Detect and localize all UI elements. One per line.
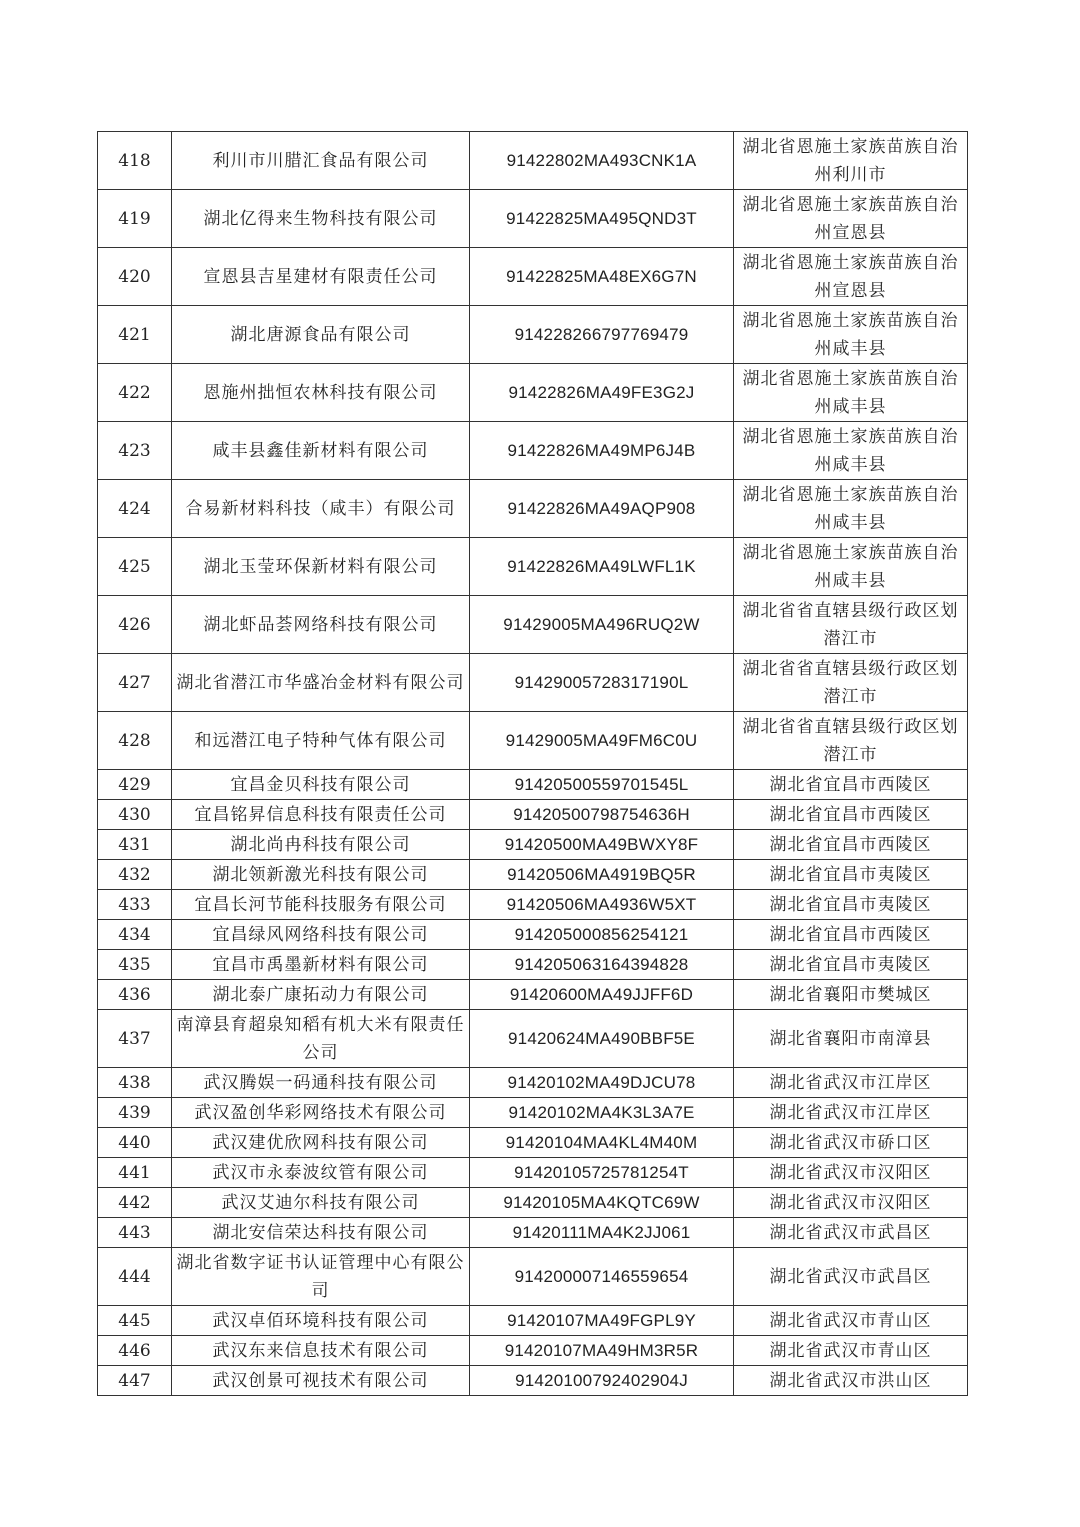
company-name: 南漳县育超泉知稻有机大米有限责任公司 [172,1010,470,1068]
region: 湖北省省直辖县级行政区划潜江市 [734,712,968,770]
region: 湖北省恩施土家族苗族自治州咸丰县 [734,364,968,422]
credit-code: 91422826MA49MP6J4B [470,422,734,480]
credit-code: 91420500559701545L [470,770,734,800]
table-row [98,1158,968,1188]
company-name: 湖北尚冉科技有限公司 [172,830,470,860]
region: 湖北省省直辖县级行政区划潜江市 [734,654,968,712]
table-row [98,538,968,596]
table-row [98,1010,968,1068]
row-number: 434 [98,920,172,950]
row-number: 427 [98,654,172,712]
credit-code: 91420506MA4919BQ5R [470,860,734,890]
company-name: 合易新材料科技（咸丰）有限公司 [172,480,470,538]
table-row [98,306,968,364]
company-name: 宣恩县吉星建材有限责任公司 [172,248,470,306]
region: 湖北省恩施土家族苗族自治州利川市 [734,132,968,190]
company-list-table [97,131,968,1396]
table-row [98,860,968,890]
credit-code: 914205000856254121 [470,920,734,950]
region: 湖北省襄阳市樊城区 [734,980,968,1010]
row-number: 443 [98,1218,172,1248]
table-row [98,1248,968,1306]
company-name: 宜昌市禹墨新材料有限公司 [172,950,470,980]
region: 湖北省武汉市江岸区 [734,1098,968,1128]
table-body [98,132,968,1396]
region: 湖北省恩施土家族苗族自治州咸丰县 [734,306,968,364]
company-name: 宜昌绿风网络科技有限公司 [172,920,470,950]
row-number: 428 [98,712,172,770]
region: 湖北省襄阳市南漳县 [734,1010,968,1068]
row-number: 430 [98,800,172,830]
region: 湖北省武汉市硚口区 [734,1128,968,1158]
company-name: 武汉东来信息技术有限公司 [172,1336,470,1366]
row-number: 445 [98,1306,172,1336]
table-row [98,654,968,712]
row-number: 441 [98,1158,172,1188]
credit-code: 91420111MA4K2JJ061 [470,1218,734,1248]
credit-code: 91422825MA48EX6G7N [470,248,734,306]
table-row [98,1336,968,1366]
credit-code: 91420500798754636H [470,800,734,830]
credit-code: 91422826MA49AQP908 [470,480,734,538]
region: 湖北省武汉市武昌区 [734,1218,968,1248]
region: 湖北省武汉市青山区 [734,1336,968,1366]
row-number: 421 [98,306,172,364]
row-number: 432 [98,860,172,890]
company-name: 利川市川腊汇食品有限公司 [172,132,470,190]
table-row [98,1128,968,1158]
row-number: 440 [98,1128,172,1158]
credit-code: 91429005728317190L [470,654,734,712]
row-number: 447 [98,1366,172,1396]
credit-code: 91420107MA49FGPL9Y [470,1306,734,1336]
region: 湖北省宜昌市夷陵区 [734,890,968,920]
company-name: 武汉腾娱一码通科技有限公司 [172,1068,470,1098]
table-row [98,480,968,538]
row-number: 429 [98,770,172,800]
table-row [98,770,968,800]
company-name: 武汉建优欣网科技有限公司 [172,1128,470,1158]
region: 湖北省武汉市汉阳区 [734,1158,968,1188]
region: 湖北省恩施土家族苗族自治州咸丰县 [734,480,968,538]
company-name: 宜昌金贝科技有限公司 [172,770,470,800]
company-name: 湖北泰广康拓动力有限公司 [172,980,470,1010]
row-number: 424 [98,480,172,538]
table-row [98,248,968,306]
company-name: 湖北玉莹环保新材料有限公司 [172,538,470,596]
region: 湖北省宜昌市西陵区 [734,800,968,830]
row-number: 435 [98,950,172,980]
credit-code: 91420600MA49JJFF6D [470,980,734,1010]
row-number: 446 [98,1336,172,1366]
credit-code: 91420102MA4K3L3A7E [470,1098,734,1128]
company-name: 湖北省潜江市华盛冶金材料有限公司 [172,654,470,712]
credit-code: 91420107MA49HM3R5R [470,1336,734,1366]
table-row [98,980,968,1010]
company-name: 湖北唐源食品有限公司 [172,306,470,364]
company-name: 湖北虾品荟网络科技有限公司 [172,596,470,654]
region: 湖北省省直辖县级行政区划潜江市 [734,596,968,654]
table-row [98,422,968,480]
credit-code: 91422826MA49LWFL1K [470,538,734,596]
table-row [98,830,968,860]
region: 湖北省武汉市江岸区 [734,1068,968,1098]
table-row [98,596,968,654]
table-row [98,800,968,830]
company-name: 武汉市永泰波纹管有限公司 [172,1158,470,1188]
table-row [98,364,968,422]
credit-code: 914200007146559654 [470,1248,734,1306]
company-name: 武汉创景可视技术有限公司 [172,1366,470,1396]
region: 湖北省武汉市青山区 [734,1306,968,1336]
table-row [98,1366,968,1396]
table-row [98,1188,968,1218]
region: 湖北省武汉市武昌区 [734,1248,968,1306]
table-row [98,190,968,248]
region: 湖北省恩施土家族苗族自治州宣恩县 [734,190,968,248]
row-number: 437 [98,1010,172,1068]
region: 湖北省宜昌市夷陵区 [734,860,968,890]
row-number: 418 [98,132,172,190]
table-row [98,132,968,190]
credit-code: 91420104MA4KL4M40M [470,1128,734,1158]
region: 湖北省恩施土家族苗族自治州咸丰县 [734,422,968,480]
credit-code: 91420100792402904J [470,1366,734,1396]
table-row [98,950,968,980]
table-row [98,890,968,920]
credit-code: 91420105725781254T [470,1158,734,1188]
region: 湖北省恩施土家族苗族自治州咸丰县 [734,538,968,596]
region: 湖北省宜昌市西陵区 [734,830,968,860]
company-name: 湖北省数字证书认证管理中心有限公司 [172,1248,470,1306]
row-number: 433 [98,890,172,920]
credit-code: 91420506MA4936W5XT [470,890,734,920]
row-number: 431 [98,830,172,860]
row-number: 442 [98,1188,172,1218]
company-name: 宜昌长河节能科技服务有限公司 [172,890,470,920]
row-number: 419 [98,190,172,248]
table-row [98,1098,968,1128]
company-name: 宜昌铭昇信息科技有限责任公司 [172,800,470,830]
company-name: 武汉卓佰环境科技有限公司 [172,1306,470,1336]
table-row [98,1306,968,1336]
company-name: 湖北领新激光科技有限公司 [172,860,470,890]
credit-code: 91420500MA49BWXY8F [470,830,734,860]
region: 湖北省恩施土家族苗族自治州宣恩县 [734,248,968,306]
region: 湖北省宜昌市西陵区 [734,770,968,800]
row-number: 436 [98,980,172,1010]
credit-code: 91420102MA49DJCU78 [470,1068,734,1098]
credit-code: 914205063164394828 [470,950,734,980]
credit-code: 914228266797769479 [470,306,734,364]
company-name: 恩施州拙恒农林科技有限公司 [172,364,470,422]
row-number: 444 [98,1248,172,1306]
row-number: 425 [98,538,172,596]
row-number: 426 [98,596,172,654]
credit-code: 91422826MA49FE3G2J [470,364,734,422]
table-row [98,1068,968,1098]
region: 湖北省武汉市洪山区 [734,1366,968,1396]
credit-code: 91422825MA495QND3T [470,190,734,248]
row-number: 438 [98,1068,172,1098]
row-number: 439 [98,1098,172,1128]
company-name: 湖北安信荣达科技有限公司 [172,1218,470,1248]
company-name: 湖北亿得来生物科技有限公司 [172,190,470,248]
region: 湖北省武汉市汉阳区 [734,1188,968,1218]
credit-code: 91420105MA4KQTC69W [470,1188,734,1218]
company-name: 武汉盈创华彩网络技术有限公司 [172,1098,470,1128]
company-name: 咸丰县鑫佳新材料有限公司 [172,422,470,480]
credit-code: 91429005MA49FM6C0U [470,712,734,770]
region: 湖北省宜昌市夷陵区 [734,950,968,980]
row-number: 423 [98,422,172,480]
region: 湖北省宜昌市西陵区 [734,920,968,950]
credit-code: 91422802MA493CNK1A [470,132,734,190]
table-row [98,1218,968,1248]
row-number: 420 [98,248,172,306]
credit-code: 91420624MA490BBF5E [470,1010,734,1068]
table-row [98,920,968,950]
table-row [98,712,968,770]
company-name: 武汉艾迪尔科技有限公司 [172,1188,470,1218]
row-number: 422 [98,364,172,422]
company-name: 和远潜江电子特种气体有限公司 [172,712,470,770]
credit-code: 91429005MA496RUQ2W [470,596,734,654]
